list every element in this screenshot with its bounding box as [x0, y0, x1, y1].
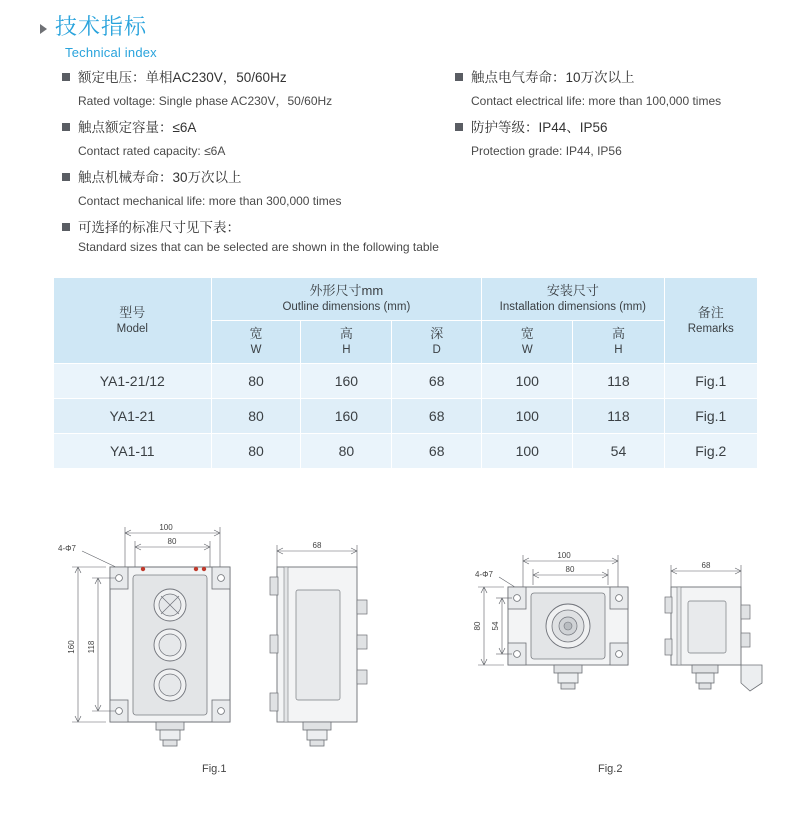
th-model-en: Model — [116, 322, 148, 335]
th-sub-cn: 深 — [430, 326, 444, 341]
svg-text:4-Φ7: 4-Φ7 — [58, 544, 76, 553]
th-remarks-en: Remarks — [687, 322, 734, 335]
fig1-caption: Fig.1 — [202, 763, 227, 775]
th-sub-en: W — [521, 344, 533, 356]
svg-text:80: 80 — [565, 565, 575, 574]
cell-remark: Fig.2 — [664, 434, 757, 469]
svg-text:100: 100 — [557, 551, 571, 560]
svg-text:118: 118 — [87, 640, 96, 654]
square-bullet-icon — [62, 223, 70, 231]
cell-outline-w: 80 — [211, 399, 301, 434]
dimensions-table-wrap — [53, 277, 758, 469]
th-sub-install-h — [573, 321, 664, 364]
svg-text:68: 68 — [312, 541, 322, 550]
cell-outline-h: 160 — [301, 364, 392, 399]
spec-item — [62, 168, 462, 209]
cell-outline-d: 68 — [392, 399, 482, 434]
spec-label-cn: 额定电压：单相AC230V，50/60Hz — [78, 70, 287, 85]
spec-item — [455, 68, 795, 109]
table-row — [54, 399, 758, 434]
cell-outline-h: 160 — [301, 399, 392, 434]
th-sub-outline-w — [211, 321, 301, 364]
spec-label-cn: 触点电气寿命：10万次以上 — [471, 70, 635, 85]
spec-label-en: Contact mechanical life: more than 300,000 times — [78, 194, 342, 208]
dimensions-table — [53, 277, 758, 469]
svg-text:80: 80 — [473, 621, 482, 631]
fig2-caption: Fig.2 — [598, 763, 623, 775]
spec-cn-row — [62, 218, 462, 237]
svg-text:4-Φ7: 4-Φ7 — [475, 570, 493, 579]
cell-install-w: 100 — [482, 434, 573, 469]
spec-label-cn: 防护等级：IP44、IP56 — [471, 120, 608, 135]
section-header — [40, 16, 157, 60]
cell-outline-d: 68 — [392, 364, 482, 399]
svg-text:160: 160 — [67, 640, 76, 654]
spec-label-cn: 触点额定容量：≤6A — [78, 120, 197, 135]
th-sub-cn: 高 — [339, 326, 353, 341]
triangle-right-icon — [40, 24, 47, 34]
spec-item — [62, 118, 462, 159]
spec-label-en: Protection grade: IP44, IP56 — [471, 144, 622, 158]
th-model-cn: 型号 — [119, 304, 146, 320]
cell-model: YA1-21 — [54, 399, 212, 434]
th-sub-outline-d — [392, 321, 482, 364]
cell-install-h: 118 — [573, 399, 664, 434]
th-install-cn: 安装尺寸 — [546, 283, 599, 298]
svg-text:68: 68 — [701, 561, 711, 570]
table-header-row — [54, 278, 758, 321]
th-sub-install-w — [482, 321, 573, 364]
th-sub-en: H — [614, 344, 623, 356]
th-remarks — [664, 278, 757, 364]
cell-install-w: 100 — [482, 399, 573, 434]
svg-text:80: 80 — [167, 537, 177, 546]
cell-remark: Fig.1 — [664, 364, 757, 399]
spec-cn-row — [62, 68, 462, 87]
table-row — [54, 434, 758, 469]
specs-column-right — [455, 68, 795, 168]
th-outline — [211, 278, 482, 321]
square-bullet-icon — [62, 173, 70, 181]
page-title-en: Technical index — [65, 45, 157, 60]
square-bullet-icon — [455, 123, 463, 131]
cell-outline-w: 80 — [211, 364, 301, 399]
cell-model: YA1-11 — [54, 434, 212, 469]
spec-label-cn: 触点机械寿命：30万次以上 — [78, 170, 242, 185]
spec-cn-row — [62, 168, 462, 187]
cell-install-w: 100 — [482, 364, 573, 399]
square-bullet-icon — [455, 73, 463, 81]
technical-drawings — [0, 505, 811, 805]
th-outline-cn: 外形尺寸mm — [309, 283, 384, 298]
th-sub-en: D — [432, 344, 441, 356]
spec-label-en: Rated voltage: Single phase AC230V，50/60Hz — [78, 94, 333, 108]
spec-item — [62, 218, 462, 255]
th-sub-cn: 宽 — [520, 326, 534, 341]
square-bullet-icon — [62, 123, 70, 131]
cell-install-h: 118 — [573, 364, 664, 399]
spec-label-en: Contact electrical life: more than 100,000 times — [471, 94, 722, 108]
th-outline-en: Outline dimensions (mm) — [282, 301, 411, 313]
spec-label-en: Standard sizes that can be selected are shown in the following table — [78, 240, 439, 254]
table-body — [54, 364, 758, 469]
header-title-row — [40, 16, 157, 38]
spec-label-en: Contact rated capacity: ≤6A — [78, 144, 226, 158]
spec-label-cn: 可选择的标准尺寸见下表： — [78, 220, 240, 235]
cell-model: YA1-21/12 — [54, 364, 212, 399]
spec-cn-row — [62, 118, 462, 137]
svg-text:100: 100 — [159, 523, 173, 532]
cell-outline-w: 80 — [211, 434, 301, 469]
table-head — [54, 278, 758, 364]
th-model — [54, 278, 212, 364]
spec-cn-row — [455, 118, 795, 137]
th-sub-outline-h — [301, 321, 392, 364]
spec-item — [62, 68, 462, 109]
th-install-en: Installation dimensions (mm) — [499, 301, 647, 313]
th-sub-cn: 高 — [611, 326, 625, 341]
svg-text:54: 54 — [491, 621, 500, 631]
spec-item — [455, 118, 795, 159]
cell-outline-h: 80 — [301, 434, 392, 469]
cell-outline-d: 68 — [392, 434, 482, 469]
th-remarks-cn: 备注 — [697, 304, 724, 320]
cell-install-h: 54 — [573, 434, 664, 469]
page-title-cn: 技术指标 — [55, 14, 148, 39]
cell-remark: Fig.1 — [664, 399, 757, 434]
spec-cn-row — [455, 68, 795, 87]
th-sub-cn: 宽 — [249, 326, 263, 341]
table-row — [54, 364, 758, 399]
square-bullet-icon — [62, 73, 70, 81]
th-sub-en: H — [342, 344, 351, 356]
th-sub-en: W — [250, 344, 262, 356]
specs-column-left — [62, 68, 462, 264]
th-install — [482, 278, 664, 321]
drawings-svg — [0, 505, 811, 805]
